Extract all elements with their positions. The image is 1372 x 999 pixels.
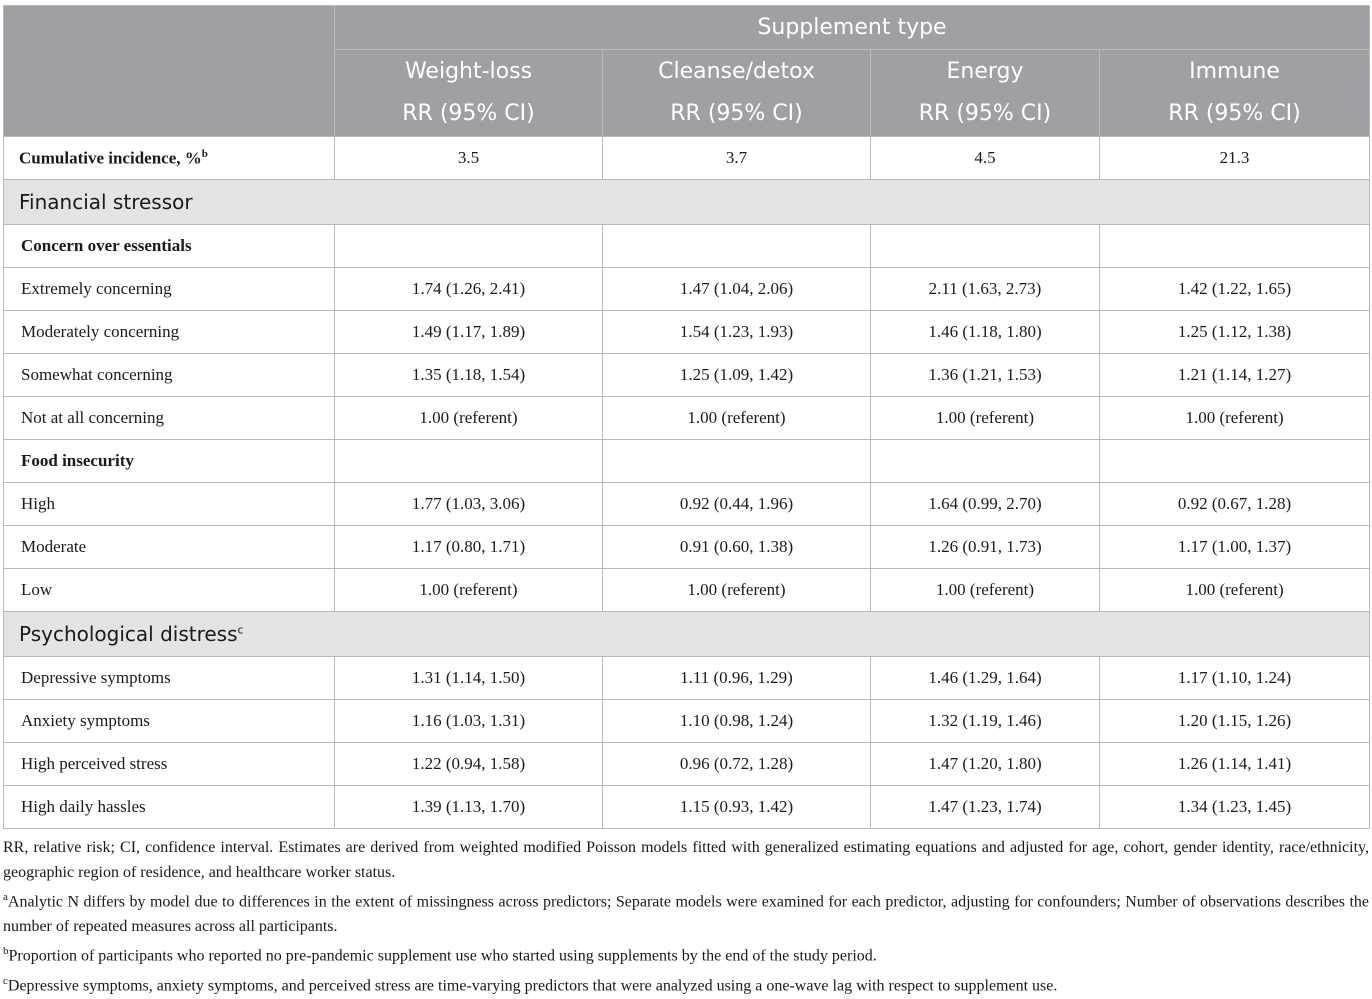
table-row (4, 483, 1370, 526)
footnote-text: Analytic N differs by model due to differences in the extent of missingness across predictors; Separate models were examined for each predictor, adjusting for confounders; Number of observations describes the number of repeated measures across all participants. (3, 893, 1369, 935)
header-col-energy (871, 50, 1100, 137)
table-cell: 1.00 (referent) (1100, 397, 1370, 440)
table-cell: 0.96 (0.72, 1.28) (603, 743, 871, 786)
header-group: Supplement type (335, 6, 1370, 50)
col-name: Immune (1189, 59, 1280, 84)
empty-cell (871, 440, 1100, 483)
table-cell: 1.74 (1.26, 2.41) (335, 268, 603, 311)
empty-cell (603, 440, 871, 483)
table-cell: 1.36 (1.21, 1.53) (871, 354, 1100, 397)
table-footnotes (3, 836, 1369, 999)
table-cell: 1.42 (1.22, 1.65) (1100, 268, 1370, 311)
incidence-label: Cumulative incidence, % (19, 148, 202, 168)
table-cell: 1.00 (referent) (871, 397, 1100, 440)
table-cell: 1.00 (referent) (603, 397, 871, 440)
table-cell: 1.46 (1.18, 1.80) (871, 311, 1100, 354)
row-label: Moderately concerning (4, 311, 335, 354)
table-cell: 1.00 (referent) (1100, 569, 1370, 612)
table-cell: 1.25 (1.12, 1.38) (1100, 311, 1370, 354)
table-row (4, 657, 1370, 700)
col-sub: RR (95% CI) (402, 101, 535, 126)
empty-cell (871, 225, 1100, 268)
col-sub: RR (95% CI) (1168, 101, 1301, 126)
table-cell: 1.00 (referent) (603, 569, 871, 612)
footnote-text: Proportion of participants who reported no pre-pandemic supplement use who started using supplements by the end of the study period. (8, 947, 877, 965)
empty-cell (1100, 440, 1370, 483)
table-cell: 1.17 (0.80, 1.71) (335, 526, 603, 569)
col-name: Cleanse/detox (658, 59, 815, 84)
row-label (4, 137, 335, 180)
table-cell: 3.7 (603, 137, 871, 180)
table-cell: 1.22 (0.94, 1.58) (335, 743, 603, 786)
table-cell: 1.00 (referent) (871, 569, 1100, 612)
table-row (4, 354, 1370, 397)
subheading: Food insecurity (4, 440, 335, 483)
row-label: Somewhat concerning (4, 354, 335, 397)
empty-cell (335, 225, 603, 268)
section-row-financial (4, 180, 1370, 225)
footnote-main: RR, relative risk; CI, confidence interval. Estimates are derived from weighted modified Poisson models fitted with generalized estimating equations and adjusted for age, cohort, gender identity, race/ethnicity, geographic region of residence, and healthcare worker status. (3, 839, 1369, 881)
table-cell: 1.17 (1.10, 1.24) (1100, 657, 1370, 700)
footnote-c (3, 969, 1369, 999)
table-cell: 1.31 (1.14, 1.50) (335, 657, 603, 700)
row-label: High perceived stress (4, 743, 335, 786)
table-cell: 1.17 (1.00, 1.37) (1100, 526, 1370, 569)
col-sub: RR (95% CI) (670, 101, 803, 126)
row-label: Anxiety symptoms (4, 700, 335, 743)
table-row (4, 268, 1370, 311)
col-sub: RR (95% CI) (918, 101, 1052, 126)
footnote-a (3, 885, 1369, 939)
footnote-marker: b (201, 147, 208, 160)
table-cell: 1.00 (referent) (335, 569, 603, 612)
header-col-immune (1100, 50, 1370, 137)
header-col-cleanse-detox (603, 50, 871, 137)
table-cell: 2.11 (1.63, 2.73) (871, 268, 1100, 311)
table-row (4, 311, 1370, 354)
row-label: High daily hassles (4, 786, 335, 829)
row-label: Extremely concerning (4, 268, 335, 311)
subheading-row-concern (4, 225, 1370, 268)
table-cell: 1.47 (1.23, 1.74) (871, 786, 1100, 829)
table-cell: 1.15 (0.93, 1.42) (603, 786, 871, 829)
table-row (4, 569, 1370, 612)
row-label: High (4, 483, 335, 526)
table-cell: 1.26 (0.91, 1.73) (871, 526, 1100, 569)
section-heading-text: Psychological distress (19, 622, 238, 646)
table-cell: 1.39 (1.13, 1.70) (335, 786, 603, 829)
row-label: Low (4, 569, 335, 612)
table-row (4, 526, 1370, 569)
table-row (4, 743, 1370, 786)
section-heading: Financial stressor (4, 180, 1370, 225)
section-heading (4, 612, 1370, 657)
header-col-weight-loss (335, 50, 603, 137)
table-cell: 3.5 (335, 137, 603, 180)
row-label: Moderate (4, 526, 335, 569)
table-cell: 0.91 (0.60, 1.38) (603, 526, 871, 569)
table-cell: 1.00 (referent) (335, 397, 603, 440)
empty-cell (335, 440, 603, 483)
table-cell: 1.64 (0.99, 2.70) (871, 483, 1100, 526)
footnote-marker: a (3, 891, 8, 903)
table-row (4, 786, 1370, 829)
footnote-marker: c (3, 975, 8, 988)
footnote-b (3, 939, 1369, 969)
empty-cell (1100, 225, 1370, 268)
table-cell: 1.34 (1.23, 1.45) (1100, 786, 1370, 829)
table-cell: 0.92 (0.44, 1.96) (603, 483, 871, 526)
subheading: Concern over essentials (4, 225, 335, 268)
row-label: Not at all concerning (4, 397, 335, 440)
table-row (4, 700, 1370, 743)
section-row-psych (4, 612, 1370, 657)
subheading-row-food (4, 440, 1370, 483)
table-cell: 1.35 (1.18, 1.54) (335, 354, 603, 397)
table-cell: 1.32 (1.19, 1.46) (871, 700, 1100, 743)
header-blank-cell (4, 6, 335, 137)
table-cell: 1.47 (1.04, 2.06) (603, 268, 871, 311)
table-cell: 1.10 (0.98, 1.24) (603, 700, 871, 743)
table-container (3, 5, 1369, 999)
table-cell: 1.11 (0.96, 1.29) (603, 657, 871, 700)
table-cell: 4.5 (871, 137, 1100, 180)
col-name: Weight-loss (404, 59, 533, 84)
table-row-incidence (4, 137, 1370, 180)
table-cell: 1.77 (1.03, 3.06) (335, 483, 603, 526)
table-cell: 1.25 (1.09, 1.42) (603, 354, 871, 397)
table-cell: 0.92 (0.67, 1.28) (1100, 483, 1370, 526)
row-label: Depressive symptoms (4, 657, 335, 700)
table-cell: 1.16 (1.03, 1.31) (335, 700, 603, 743)
table-cell: 1.54 (1.23, 1.93) (603, 311, 871, 354)
footnote-text: Depressive symptoms, anxiety symptoms, and perceived stress are time-varying predictors that were analyzed using a one-wave lag with respect to supplement use. (7, 977, 1058, 995)
table-cell: 1.20 (1.15, 1.26) (1100, 700, 1370, 743)
footnote-marker: b (3, 945, 9, 958)
table-cell: 1.46 (1.29, 1.64) (871, 657, 1100, 700)
table-cell: 1.21 (1.14, 1.27) (1100, 354, 1370, 397)
results-table (3, 5, 1370, 829)
col-name: Energy (946, 59, 1024, 84)
table-row (4, 397, 1370, 440)
footnote-marker: c (237, 623, 244, 637)
table-cell: 21.3 (1100, 137, 1370, 180)
table-cell: 1.26 (1.14, 1.41) (1100, 743, 1370, 786)
table-cell: 1.47 (1.20, 1.80) (871, 743, 1100, 786)
empty-cell (603, 225, 871, 268)
table-cell: 1.49 (1.17, 1.89) (335, 311, 603, 354)
